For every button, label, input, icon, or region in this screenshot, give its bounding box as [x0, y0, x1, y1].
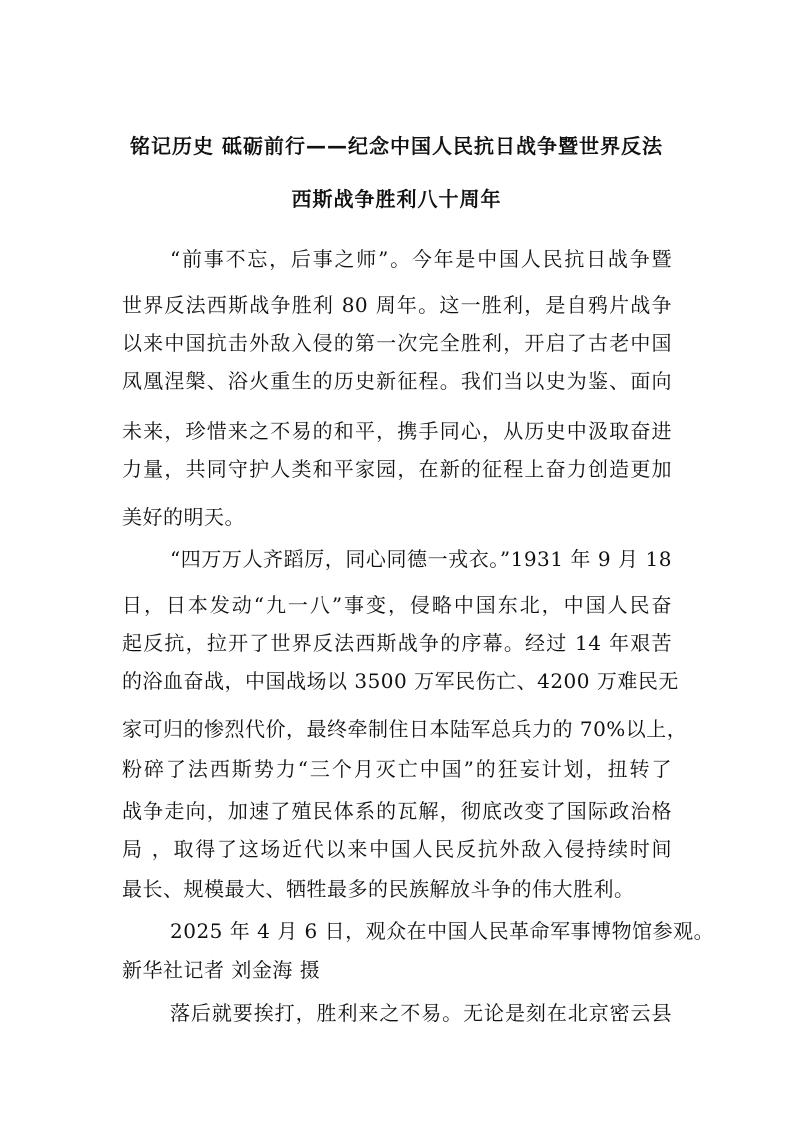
paragraph-line: 落后就要挨打，胜利来之不易。无论是刻在北京密云县	[170, 1001, 672, 1025]
paragraph-line: 最长、规模最大、牺牲最多的民族解放斗争的伟大胜利。	[122, 877, 635, 901]
photo-credit: 新华社记者 刘金海 摄	[122, 958, 321, 982]
paragraph-line: 战争走向，加速了殖民体系的瓦解，彻底改变了国际政治格	[122, 799, 672, 823]
paragraph-line: 力量，共同守护人类和平家园，在新的征程上奋力创造更加	[122, 457, 672, 481]
paragraph-line: 的浴血奋战，中国战场以 3500 万军民伤亡、4200 万难民无	[122, 669, 679, 693]
paragraph-line: 日，日本发动“九一八”事变，侵略中国东北，中国人民奋	[122, 593, 672, 617]
paragraph-line: 局 ，取得了这场近代以来中国人民反抗外敌入侵持续时间	[122, 837, 672, 861]
paragraph-line: 家可归的惨烈代价，最终牵制住日本陆军总兵力的 70%以上，	[122, 717, 688, 741]
paragraph-line: “前事不忘，后事之师”。今年是中国人民抗日战争暨	[170, 247, 672, 271]
document-title-line-1: 铭记历史 砥砺前行——纪念中国人民抗日战争暨世界反法	[130, 134, 663, 158]
paragraph-line: 以来中国抗击外敌入侵的第一次完全胜利，开启了古老中国	[122, 331, 672, 355]
paragraph-line: 起反抗，拉开了世界反法西斯战争的序幕。经过 14 年艰苦	[122, 631, 672, 655]
photo-caption: 2025 年 4 月 6 日，观众在中国人民革命军事博物馆参观。	[170, 919, 715, 943]
paragraph-line: “四万万人齐蹈厉，同心同德一戎衣。”1931 年 9 月 18	[170, 547, 672, 571]
document-title-line-2: 西斯战争胜利八十周年	[291, 187, 502, 211]
paragraph-line: 粉碎了法西斯势力“三个月灭亡中国”的狂妄计划，扭转了	[122, 757, 672, 781]
paragraph-line: 未来，珍惜来之不易的和平，携手同心，从历史中汲取奋进	[122, 419, 672, 443]
paragraph-line: 世界反法西斯战争胜利 80 周年。这一胜利，是自鸦片战争	[122, 293, 672, 317]
paragraph-line: 凤凰涅槃、浴火重生的历史新征程。我们当以史为鉴、面向	[122, 369, 672, 393]
paragraph-line: 美好的明天。	[122, 505, 245, 529]
